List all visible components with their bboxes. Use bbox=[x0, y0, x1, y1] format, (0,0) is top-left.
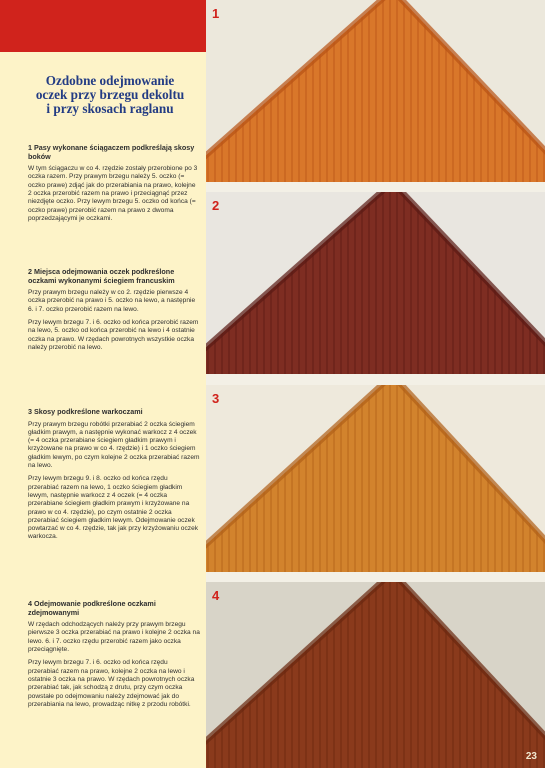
section-4 bbox=[28, 600, 200, 714]
photo-1-number: 1 bbox=[212, 6, 220, 21]
photo-3-number: 3 bbox=[212, 391, 220, 406]
section-3-paragraph-1: Przy prawym brzegu robótki przerabiać 2 oczka ściegiem gładkim prawym, a następnie wykonać warkocz z 4 oczek (= 4 oczka przerabiane ściegiem gładkim prawym i krzyżowane na prawo w co 4. rzędzie) i 1 oczko ściegiem gładkim lewym, po czym kolejne 2 oczka przerabiać razem na lewo. bbox=[28, 420, 200, 470]
section-1 bbox=[28, 144, 200, 228]
knit-swatch-3-image bbox=[206, 385, 545, 572]
section-3-heading: 3 Skosy podkreślone warkoczami bbox=[28, 407, 143, 416]
section-3 bbox=[28, 408, 200, 547]
photo-4-number: 4 bbox=[212, 588, 220, 603]
knit-swatch-2-image bbox=[206, 192, 545, 374]
knit-swatch-4-image bbox=[206, 582, 545, 768]
title-line-3: i przy skosach raglanu bbox=[46, 101, 174, 116]
section-1-paragraph-1: W tym ściągaczu w co 4. rzędzie zostały przerobione po 3 oczka razem. Przy prawym brzegu należy 5. oczko (= oczko prawe) zdjąć jak do przerabiania na prawo, kolejne 2 oczka przerobić razem na prawo i przeciągnąć przez niezdjęte oczko. Przy lewym brzegu 5. oczko od końca (= oczko prawe) przerobić razem na prawo z dwoma poprzedzającymi je oczkami. bbox=[28, 165, 198, 222]
section-4-heading: 4 Odejmowanie podkreślone oczkami zdejmowanymi bbox=[28, 599, 156, 617]
page-title bbox=[22, 74, 198, 116]
photo-2-number: 2 bbox=[212, 198, 220, 213]
section-2 bbox=[28, 268, 200, 357]
section-2-heading: 2 Miejsca odejmowania oczek podkreślone oczkami wykonanymi ściegiem francuskim bbox=[28, 267, 175, 285]
section-4-paragraph-2: Przy lewym brzegu 7. i 6. oczko od końca rzędu przerabiać razem na prawo, kolejne 2 oczka na lewo i ostatnie 3 oczka na prawo. W rzędach powrotnych oczka przerabiać tak, jak schodzą z drutu, przy czym oczka powstałe po odejmowaniu należy zdejmować jak do przerabiania na lewo, prowadząc nitkę z przodu robótki. bbox=[28, 659, 195, 708]
section-4-paragraph-1: W rzędach odchodzących należy przy prawym brzegu pierwsze 3 oczka przerabiać na prawo i kolejne 2 oczka na lewo. 6. i 7. oczko rzędu przerobić razem jako oczka przeciągnięte. bbox=[28, 621, 200, 654]
photo-1 bbox=[206, 0, 545, 182]
knit-swatch-1-image bbox=[206, 0, 545, 182]
photo-4 bbox=[206, 582, 545, 768]
photo-2 bbox=[206, 192, 545, 374]
section-2-paragraph-2: Przy lewym brzegu 7. i 6. oczko od końca przerobić razem na lewo, 5. oczko od końca przerobić na lewo i 4 ostatnie oczka na prawo. W rzędach powrotnych wszystkie oczka należy przerobić na lewo. bbox=[28, 319, 199, 351]
photo-3 bbox=[206, 385, 545, 572]
header-red-bar bbox=[0, 0, 206, 52]
title-line-1: Ozdobne odejmowanie bbox=[45, 73, 175, 88]
title-line-2: oczek przy brzegu dekoltu bbox=[35, 87, 185, 102]
page-number: 23 bbox=[525, 751, 537, 762]
section-3-paragraph-2: Przy lewym brzegu 9. i 8. oczko od końca rzędu przerabiać razem na lewo, 1 oczko ściegiem gładkim lewym, następnie warkocz z 4 oczek (= 4 oczka przerabiane ściegiem gładkim prawym i krzyżowane na prawo w co 4. rzędzie), po czym ostatnie 2 oczka przerabiać ściegiem gładkim lewym. Odejmowanie oczek powtarzać w co 4. rzędzie, tak jak przy krzyżowaniu oczek warkocza. bbox=[28, 475, 199, 541]
section-2-paragraph-1: Przy prawym brzegu należy w co 2. rzędzie pierwsze 4 oczka przerobić na prawo i 5. oczko na lewo, a następnie 6. i 7. oczko przerobić razem na lewo. bbox=[28, 289, 196, 313]
section-1-heading: 1 Pasy wykonane ściągaczem podkreślają skosy boków bbox=[28, 143, 195, 161]
